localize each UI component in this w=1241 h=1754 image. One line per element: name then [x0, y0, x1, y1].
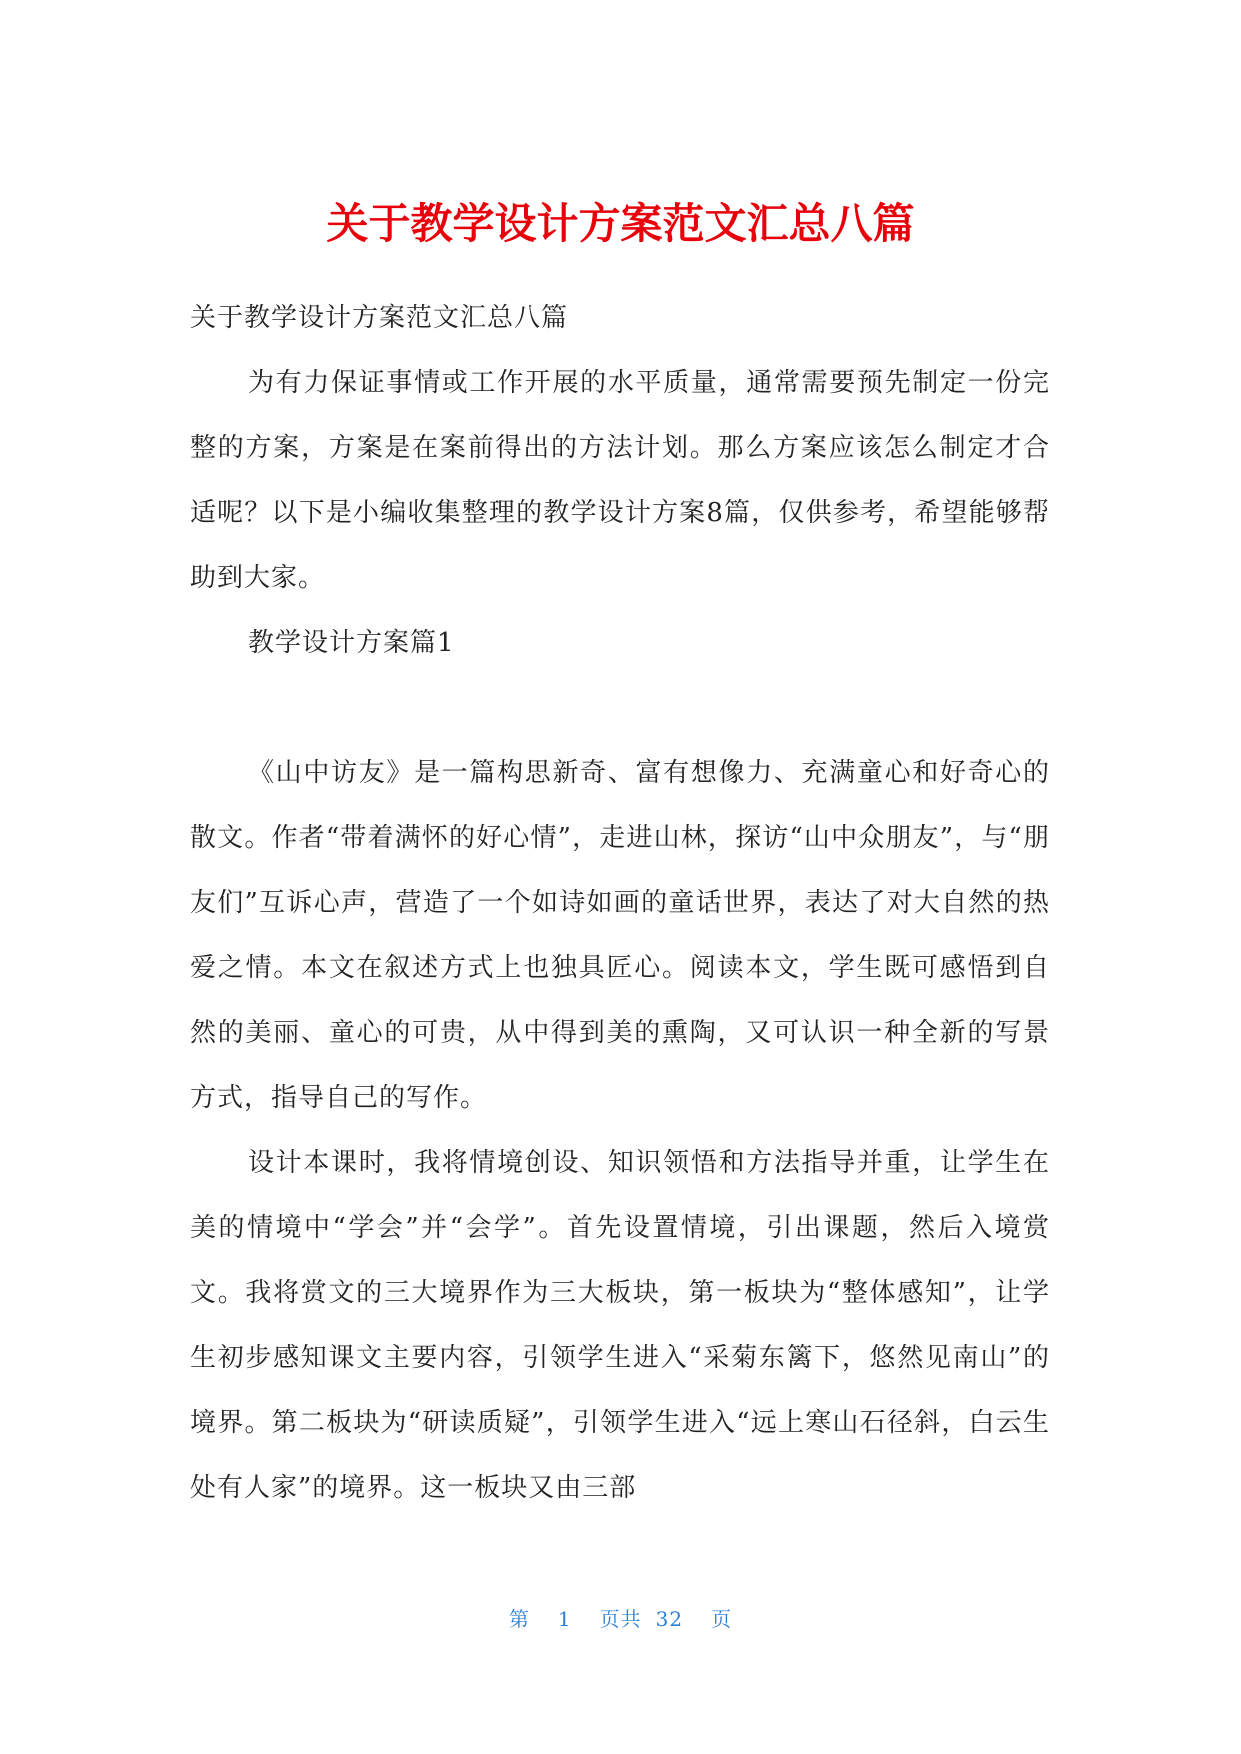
footer-page-number: 1: [557, 1607, 572, 1631]
page-footer: [0, 1603, 1241, 1632]
section-heading: 教学设计方案篇1: [248, 628, 455, 658]
document-title: 关于教学设计方案范文汇总八篇: [326, 199, 915, 248]
footer-suffix: 页: [711, 1607, 733, 1631]
document-subtitle: 关于教学设计方案范文汇总八篇: [190, 303, 569, 333]
body-paragraph: 《山中访友》是一篇构思新奇、富有想像力、充满童心和好奇心的散文。作者“带着满怀的好心情”，走进山林，探访“山中众朋友”，与“朋友们”互诉心声，营造了一个如诗如画的童话世界，表达了对大自然的热爱之情。本文在叙述方式上也独具匠心。阅读本文，学生既可感悟到自然的美丽、童心的可贵，从中得到美的熏陶，又可认识一种全新的写景方式，指导自己的写作。: [190, 758, 1050, 1113]
footer-prefix: 第: [508, 1607, 530, 1631]
intro-paragraph: 为有力保证事情或工作开展的水平质量，通常需要预先制定一份完整的方案，方案是在案前得出的方法计划。那么方案应该怎么制定才合适呢？以下是小编收集整理的教学设计方案8篇，仅供参考，希望能够帮助到大家。: [190, 368, 1050, 593]
footer-middle: 页共: [599, 1607, 642, 1631]
body-paragraph: 设计本课时，我将情境创设、知识领悟和方法指导并重，让学生在美的情境中“学会”并“会学”。首先设置情境，引出课题，然后入境赏文。我将赏文的三大境界作为三大板块，第一板块为“整体感知”，让学生初步感知课文主要内容，引领学生进入“采菊东篱下，悠然见南山”的境界。第二板块为“研读质疑”，引领学生进入“远上寒山石径斜，白云生处有人家”的境界。这一板块又由三部: [190, 1148, 1050, 1503]
blank-line: [190, 676, 1050, 741]
footer-total-pages: 32: [655, 1607, 684, 1631]
document-body: [190, 286, 1050, 1521]
